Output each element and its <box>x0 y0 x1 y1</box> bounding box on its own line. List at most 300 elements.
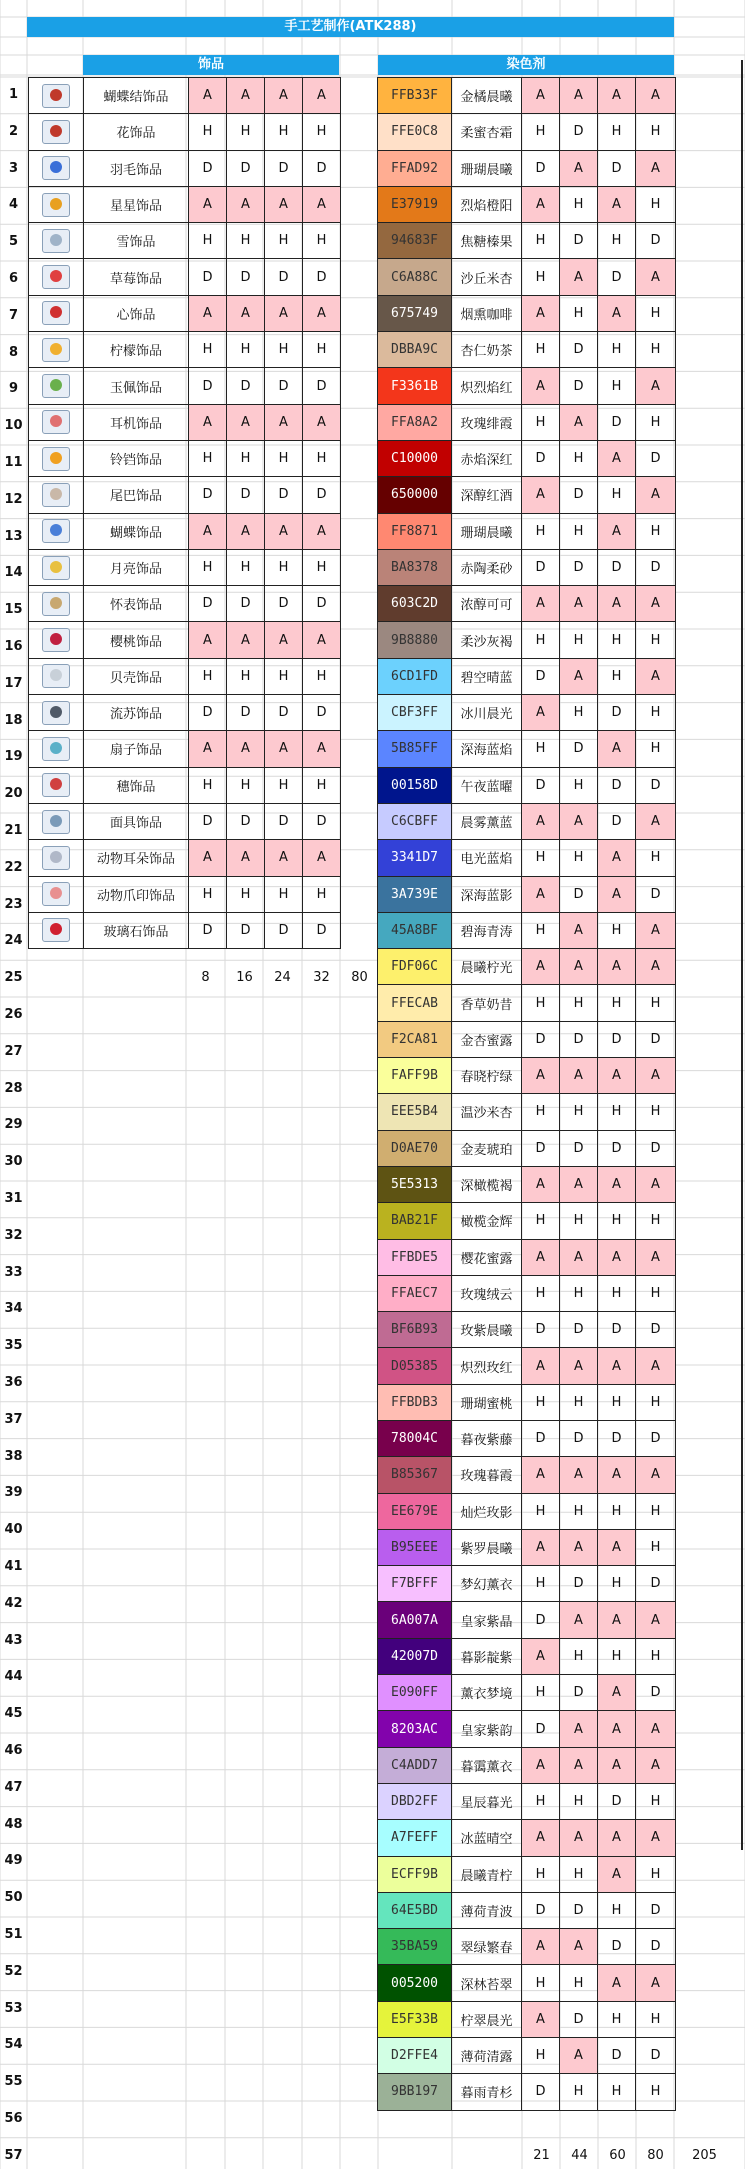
grade-cell[interactable]: A <box>636 1602 676 1638</box>
grade-cell[interactable]: A <box>598 186 636 222</box>
dye-name[interactable]: 电光蓝焰 <box>452 840 522 876</box>
grade-cell[interactable]: H <box>189 658 227 694</box>
grade-cell[interactable]: D <box>560 332 598 368</box>
accessory-icon-cell[interactable] <box>29 477 84 513</box>
dye-color-swatch[interactable]: FFBDE5 <box>378 1239 452 1275</box>
dye-name[interactable]: 薰衣梦境 <box>452 1675 522 1711</box>
grade-cell[interactable]: A <box>598 1348 636 1384</box>
grade-cell[interactable]: A <box>636 477 676 513</box>
grade-cell[interactable]: A <box>560 1929 598 1965</box>
grade-cell[interactable]: A <box>598 1820 636 1856</box>
grade-cell[interactable]: H <box>522 731 560 767</box>
accessory-icon-cell[interactable] <box>29 622 84 658</box>
grade-cell[interactable]: H <box>265 767 303 803</box>
accessory-icon-cell[interactable] <box>29 658 84 694</box>
dye-color-swatch[interactable]: FDF06C <box>378 949 452 985</box>
dye-color-swatch[interactable]: F3361B <box>378 368 452 404</box>
grade-cell[interactable]: A <box>636 803 676 839</box>
grade-cell[interactable]: H <box>560 513 598 549</box>
accessory-total[interactable]: 32 <box>313 970 330 986</box>
accessory-name[interactable]: 铃铛饰品 <box>84 440 189 476</box>
accessory-icon-cell[interactable] <box>29 78 84 114</box>
dye-color-swatch[interactable]: 603C2D <box>378 586 452 622</box>
grade-cell[interactable]: D <box>598 803 636 839</box>
grade-cell[interactable]: A <box>636 912 676 948</box>
accessory-icon-cell[interactable] <box>29 876 84 912</box>
grade-cell[interactable]: A <box>522 368 560 404</box>
row-number[interactable]: 8 <box>8 344 19 360</box>
grade-cell[interactable]: H <box>636 1203 676 1239</box>
row-number[interactable]: 22 <box>4 859 23 875</box>
row-number[interactable]: 2 <box>8 123 19 139</box>
grade-cell[interactable]: D <box>265 695 303 731</box>
accessory-name[interactable]: 玉佩饰品 <box>84 368 189 404</box>
grade-cell[interactable]: D <box>560 1420 598 1456</box>
dye-name[interactable]: 紫罗晨曦 <box>452 1529 522 1565</box>
grade-cell[interactable]: H <box>636 404 676 440</box>
grade-cell[interactable]: D <box>560 549 598 585</box>
accessory-icon-cell[interactable] <box>29 912 84 948</box>
dye-color-swatch[interactable]: D05385 <box>378 1348 452 1384</box>
grade-cell[interactable]: A <box>522 1929 560 1965</box>
row-number[interactable]: 28 <box>4 1080 23 1096</box>
dye-total[interactable]: 80 <box>647 2147 664 2163</box>
dye-name[interactable]: 深海蓝焰 <box>452 731 522 767</box>
grade-cell[interactable]: H <box>598 114 636 150</box>
grade-cell[interactable]: A <box>636 1747 676 1783</box>
dye-name[interactable]: 金橘晨曦 <box>452 78 522 114</box>
grade-cell[interactable]: A <box>522 78 560 114</box>
dye-name[interactable]: 冰蓝晴空 <box>452 1820 522 1856</box>
grade-cell[interactable]: A <box>189 731 227 767</box>
grade-cell[interactable]: A <box>522 1348 560 1384</box>
row-number[interactable]: 36 <box>4 1375 23 1390</box>
grade-cell[interactable]: A <box>227 622 265 658</box>
accessory-name[interactable]: 流苏饰品 <box>84 695 189 731</box>
dye-color-swatch[interactable]: BAB21F <box>378 1203 452 1239</box>
row-number[interactable]: 25 <box>4 970 23 986</box>
grade-cell[interactable]: A <box>560 2038 598 2074</box>
row-number[interactable]: 53 <box>4 2000 23 2016</box>
row-number[interactable]: 16 <box>4 639 23 654</box>
grade-cell[interactable]: A <box>636 949 676 985</box>
grade-cell[interactable]: H <box>189 767 227 803</box>
dye-name[interactable]: 柔沙灰褐 <box>452 622 522 658</box>
grade-cell[interactable]: D <box>560 1675 598 1711</box>
accessory-name[interactable]: 月亮饰品 <box>84 549 189 585</box>
grade-cell[interactable]: H <box>303 332 341 368</box>
grade-cell[interactable]: H <box>598 1493 636 1529</box>
row-number[interactable]: 13 <box>4 528 23 544</box>
grade-cell[interactable]: A <box>522 1239 560 1275</box>
accessory-name[interactable]: 面具饰品 <box>84 803 189 839</box>
grade-cell[interactable]: A <box>636 1820 676 1856</box>
grade-cell[interactable]: H <box>636 1094 676 1130</box>
dye-color-swatch[interactable]: B85367 <box>378 1457 452 1493</box>
grade-cell[interactable]: A <box>227 404 265 440</box>
grade-cell[interactable]: D <box>636 876 676 912</box>
grade-cell[interactable]: H <box>560 840 598 876</box>
grade-cell[interactable]: H <box>522 1783 560 1819</box>
dye-name[interactable]: 午夜蓝曜 <box>452 767 522 803</box>
grade-cell[interactable]: A <box>636 658 676 694</box>
dye-name[interactable]: 橄榄金辉 <box>452 1203 522 1239</box>
row-number[interactable]: 35 <box>4 1338 23 1354</box>
row-number[interactable]: 10 <box>4 418 23 434</box>
accessory-total[interactable]: 16 <box>236 970 253 986</box>
grade-cell[interactable]: A <box>560 259 598 295</box>
grade-cell[interactable]: D <box>522 1711 560 1747</box>
grade-cell[interactable]: H <box>265 440 303 476</box>
grade-cell[interactable]: D <box>598 695 636 731</box>
dye-color-swatch[interactable]: E5F33B <box>378 2001 452 2037</box>
accessory-icon-cell[interactable] <box>29 731 84 767</box>
grade-cell[interactable]: A <box>303 513 341 549</box>
accessory-icon-cell[interactable] <box>29 150 84 186</box>
dye-color-swatch[interactable]: 64E5BD <box>378 1892 452 1928</box>
dye-name[interactable]: 香草奶昔 <box>452 985 522 1021</box>
grade-cell[interactable]: H <box>522 840 560 876</box>
grade-cell[interactable]: H <box>522 985 560 1021</box>
grade-cell[interactable]: D <box>303 695 341 731</box>
dye-total[interactable]: 21 <box>533 2147 550 2163</box>
dye-name[interactable]: 晨曦青柠 <box>452 1856 522 1892</box>
grade-cell[interactable]: H <box>598 368 636 404</box>
accessory-icon-cell[interactable] <box>29 404 84 440</box>
accessory-name[interactable]: 穗饰品 <box>84 767 189 803</box>
grade-cell[interactable]: A <box>560 1457 598 1493</box>
grade-cell[interactable]: H <box>560 1638 598 1674</box>
grade-cell[interactable]: D <box>636 1675 676 1711</box>
grade-cell[interactable]: D <box>227 477 265 513</box>
grade-cell[interactable]: D <box>560 1130 598 1166</box>
dye-name[interactable]: 烈焰橙阳 <box>452 186 522 222</box>
grade-cell[interactable]: H <box>189 223 227 259</box>
grade-cell[interactable]: H <box>636 295 676 331</box>
row-number[interactable]: 19 <box>4 749 23 765</box>
grade-cell[interactable]: A <box>636 259 676 295</box>
grade-cell[interactable]: D <box>189 368 227 404</box>
grade-cell[interactable]: H <box>265 332 303 368</box>
dye-name[interactable]: 梦幻薰衣 <box>452 1566 522 1602</box>
grade-cell[interactable]: D <box>560 368 598 404</box>
grade-cell[interactable]: A <box>598 876 636 912</box>
grade-cell[interactable]: A <box>265 840 303 876</box>
dye-name[interactable]: 柔蜜杏霜 <box>452 114 522 150</box>
dye-color-swatch[interactable]: 5E5313 <box>378 1166 452 1202</box>
grade-cell[interactable]: H <box>598 1275 636 1311</box>
dye-color-swatch[interactable]: F7BFFF <box>378 1566 452 1602</box>
row-number[interactable]: 45 <box>4 1706 23 1722</box>
dye-name[interactable]: 浓醇可可 <box>452 586 522 622</box>
accessory-icon-cell[interactable] <box>29 259 84 295</box>
accessory-icon-cell[interactable] <box>29 114 84 150</box>
grade-cell[interactable]: A <box>560 658 598 694</box>
grade-cell[interactable]: A <box>522 1058 560 1094</box>
dye-color-swatch[interactable]: E090FF <box>378 1675 452 1711</box>
grade-cell[interactable]: A <box>227 295 265 331</box>
grade-cell[interactable]: D <box>636 440 676 476</box>
row-number[interactable]: 6 <box>8 271 19 286</box>
grade-cell[interactable]: H <box>636 985 676 1021</box>
dye-name[interactable]: 珊瑚晨曦 <box>452 513 522 549</box>
grade-cell[interactable]: A <box>227 731 265 767</box>
dye-color-swatch[interactable]: ECFF9B <box>378 1856 452 1892</box>
accessory-name[interactable]: 星星饰品 <box>84 186 189 222</box>
grade-cell[interactable]: D <box>598 1312 636 1348</box>
row-number[interactable]: 38 <box>4 1448 23 1464</box>
accessory-icon-cell[interactable] <box>29 586 84 622</box>
grade-cell[interactable]: D <box>303 803 341 839</box>
dye-name[interactable]: 冰川晨光 <box>452 695 522 731</box>
accessory-total[interactable]: 80 <box>351 970 368 986</box>
grade-cell[interactable]: D <box>636 2038 676 2074</box>
grade-cell[interactable]: H <box>303 114 341 150</box>
dye-name[interactable]: 薄荷青波 <box>452 1892 522 1928</box>
grade-cell[interactable]: A <box>227 78 265 114</box>
grade-cell[interactable]: H <box>522 114 560 150</box>
grade-cell[interactable]: A <box>522 186 560 222</box>
dye-name[interactable]: 星辰暮光 <box>452 1783 522 1819</box>
dye-name[interactable]: 烟熏咖啡 <box>452 295 522 331</box>
grade-cell[interactable]: H <box>522 1493 560 1529</box>
grade-cell[interactable]: D <box>560 2001 598 2037</box>
dye-color-swatch[interactable]: 78004C <box>378 1420 452 1456</box>
grade-cell[interactable]: D <box>522 1130 560 1166</box>
grade-cell[interactable]: H <box>265 223 303 259</box>
grade-cell[interactable]: H <box>189 114 227 150</box>
dye-name[interactable]: 金杏蜜露 <box>452 1021 522 1057</box>
grade-cell[interactable]: H <box>598 223 636 259</box>
grade-cell[interactable]: A <box>303 731 341 767</box>
grade-cell[interactable]: A <box>265 186 303 222</box>
dye-name[interactable]: 赤陶柔砂 <box>452 549 522 585</box>
grade-cell[interactable]: A <box>560 803 598 839</box>
grade-cell[interactable]: A <box>189 186 227 222</box>
grade-cell[interactable]: A <box>636 1348 676 1384</box>
row-number[interactable]: 57 <box>4 2147 23 2163</box>
row-number[interactable]: 54 <box>4 2037 23 2053</box>
grade-cell[interactable]: A <box>227 186 265 222</box>
grade-cell[interactable]: A <box>560 1602 598 1638</box>
dye-name[interactable]: 晨曦柠光 <box>452 949 522 985</box>
grade-cell[interactable]: D <box>560 1021 598 1057</box>
grade-cell[interactable]: H <box>303 549 341 585</box>
grade-cell[interactable]: H <box>560 767 598 803</box>
accessory-icon-cell[interactable] <box>29 840 84 876</box>
dye-name[interactable]: 炽烈焰红 <box>452 368 522 404</box>
dye-name[interactable]: 翠绿繁春 <box>452 1929 522 1965</box>
grade-cell[interactable]: H <box>560 1856 598 1892</box>
dye-color-swatch[interactable]: 8203AC <box>378 1711 452 1747</box>
dye-color-swatch[interactable]: C6A88C <box>378 259 452 295</box>
dye-name[interactable]: 暮影靛紫 <box>452 1638 522 1674</box>
grade-cell[interactable]: H <box>227 876 265 912</box>
grade-cell[interactable]: D <box>598 2038 636 2074</box>
grade-cell[interactable]: D <box>560 223 598 259</box>
grade-cell[interactable]: A <box>265 295 303 331</box>
grade-cell[interactable]: H <box>189 876 227 912</box>
accessory-total[interactable]: 24 <box>274 970 291 986</box>
grade-cell[interactable]: A <box>636 1457 676 1493</box>
grade-cell[interactable]: A <box>303 186 341 222</box>
dye-total[interactable]: 60 <box>609 2147 626 2163</box>
grade-cell[interactable]: D <box>522 1021 560 1057</box>
grade-cell[interactable]: H <box>598 2074 636 2110</box>
row-number[interactable]: 26 <box>4 1007 23 1022</box>
grade-cell[interactable]: A <box>522 1529 560 1565</box>
row-number[interactable]: 20 <box>4 786 23 802</box>
grade-cell[interactable]: A <box>598 1166 636 1202</box>
grade-cell[interactable]: H <box>303 767 341 803</box>
grade-cell[interactable]: D <box>598 150 636 186</box>
grade-cell[interactable]: A <box>560 1058 598 1094</box>
grade-cell[interactable]: A <box>560 1747 598 1783</box>
grade-cell[interactable]: H <box>598 1203 636 1239</box>
dye-total[interactable]: 44 <box>571 2147 588 2163</box>
grade-cell[interactable]: A <box>265 513 303 549</box>
grade-cell[interactable]: H <box>598 622 636 658</box>
grade-cell[interactable]: H <box>303 440 341 476</box>
grade-cell[interactable]: D <box>636 223 676 259</box>
grade-cell[interactable]: H <box>522 1384 560 1420</box>
grade-cell[interactable]: D <box>522 767 560 803</box>
dye-name[interactable]: 赤焰深红 <box>452 440 522 476</box>
grade-cell[interactable]: A <box>598 1239 636 1275</box>
grade-cell[interactable]: A <box>522 2001 560 2037</box>
grade-cell[interactable]: D <box>265 803 303 839</box>
accessory-name[interactable]: 贝壳饰品 <box>84 658 189 694</box>
grade-cell[interactable]: D <box>303 477 341 513</box>
grade-cell[interactable]: A <box>303 295 341 331</box>
accessory-name[interactable]: 草莓饰品 <box>84 259 189 295</box>
grade-cell[interactable]: H <box>560 186 598 222</box>
dye-color-swatch[interactable]: BF6B93 <box>378 1312 452 1348</box>
dye-color-swatch[interactable]: FF8871 <box>378 513 452 549</box>
grade-cell[interactable]: H <box>560 440 598 476</box>
dye-color-swatch[interactable]: 6CD1FD <box>378 658 452 694</box>
accessory-name[interactable]: 动物耳朵饰品 <box>84 840 189 876</box>
grade-cell[interactable]: A <box>598 440 636 476</box>
dye-color-swatch[interactable]: EE679E <box>378 1493 452 1529</box>
grade-cell[interactable]: H <box>522 2038 560 2074</box>
grade-cell[interactable]: D <box>265 586 303 622</box>
dye-color-swatch[interactable]: 9BB197 <box>378 2074 452 2110</box>
grade-cell[interactable]: H <box>522 622 560 658</box>
grade-cell[interactable]: D <box>522 549 560 585</box>
dye-name[interactable]: 金麦琥珀 <box>452 1130 522 1166</box>
grade-cell[interactable]: A <box>598 840 636 876</box>
dye-color-swatch[interactable]: FFAEC7 <box>378 1275 452 1311</box>
grade-cell[interactable]: A <box>560 1820 598 1856</box>
dye-color-swatch[interactable]: EEE5B4 <box>378 1094 452 1130</box>
dye-color-swatch[interactable]: B95EEE <box>378 1529 452 1565</box>
grade-cell[interactable]: A <box>598 1965 636 2001</box>
row-number[interactable]: 23 <box>4 896 23 912</box>
row-number[interactable]: 51 <box>4 1927 23 1942</box>
grade-cell[interactable]: A <box>560 1529 598 1565</box>
grade-cell[interactable]: H <box>598 332 636 368</box>
grade-cell[interactable]: H <box>522 1965 560 2001</box>
row-number[interactable]: 46 <box>4 1743 23 1758</box>
grade-cell[interactable]: H <box>636 1638 676 1674</box>
accessory-name[interactable]: 柠檬饰品 <box>84 332 189 368</box>
dye-name[interactable]: 暮夜紫藤 <box>452 1420 522 1456</box>
grade-cell[interactable]: H <box>636 186 676 222</box>
grade-cell[interactable]: H <box>636 1856 676 1892</box>
grade-cell[interactable]: H <box>560 1965 598 2001</box>
grade-cell[interactable]: D <box>227 150 265 186</box>
row-number[interactable]: 48 <box>4 1816 23 1832</box>
grade-cell[interactable]: H <box>560 2074 598 2110</box>
grade-cell[interactable]: A <box>598 1529 636 1565</box>
grade-cell[interactable]: H <box>522 404 560 440</box>
grade-cell[interactable]: D <box>303 259 341 295</box>
row-number[interactable]: 27 <box>4 1043 23 1059</box>
grade-cell[interactable]: H <box>560 622 598 658</box>
dye-name[interactable]: 樱花蜜露 <box>452 1239 522 1275</box>
row-number[interactable]: 5 <box>8 234 19 250</box>
grade-cell[interactable]: D <box>189 150 227 186</box>
dye-color-swatch[interactable]: FFE0C8 <box>378 114 452 150</box>
row-number[interactable]: 17 <box>4 675 23 691</box>
grade-cell[interactable]: D <box>636 1420 676 1456</box>
grade-cell[interactable]: H <box>227 440 265 476</box>
grade-cell[interactable]: D <box>598 259 636 295</box>
grade-cell[interactable]: H <box>636 1384 676 1420</box>
dye-name[interactable]: 珊瑚晨曦 <box>452 150 522 186</box>
grade-cell[interactable]: H <box>636 622 676 658</box>
grade-cell[interactable]: H <box>227 549 265 585</box>
accessory-icon-cell[interactable] <box>29 803 84 839</box>
grade-cell[interactable]: H <box>189 549 227 585</box>
dye-name[interactable]: 柠翠晨光 <box>452 2001 522 2037</box>
grade-cell[interactable]: A <box>560 586 598 622</box>
row-number[interactable]: 4 <box>8 197 19 213</box>
dye-color-swatch[interactable]: FFAD92 <box>378 150 452 186</box>
grade-cell[interactable]: H <box>265 114 303 150</box>
row-number[interactable]: 24 <box>4 933 23 949</box>
grade-cell[interactable]: H <box>598 2001 636 2037</box>
grade-cell[interactable]: A <box>227 513 265 549</box>
dye-name[interactable]: 玫瑰暮霞 <box>452 1457 522 1493</box>
accessory-name[interactable]: 羽毛饰品 <box>84 150 189 186</box>
grade-cell[interactable]: A <box>598 1711 636 1747</box>
dye-color-swatch[interactable]: FAFF9B <box>378 1058 452 1094</box>
grade-cell[interactable]: A <box>598 1058 636 1094</box>
grade-cell[interactable]: H <box>189 332 227 368</box>
dye-color-swatch[interactable]: DBD2FF <box>378 1783 452 1819</box>
grade-cell[interactable]: A <box>636 150 676 186</box>
accessory-icon-cell[interactable] <box>29 513 84 549</box>
grade-cell[interactable]: H <box>189 440 227 476</box>
grade-cell[interactable]: D <box>636 1312 676 1348</box>
grade-cell[interactable]: D <box>265 477 303 513</box>
grade-cell[interactable]: A <box>189 78 227 114</box>
grade-cell[interactable]: H <box>522 1675 560 1711</box>
dye-name[interactable]: 焦糖榛果 <box>452 223 522 259</box>
dye-color-swatch[interactable]: CBF3FF <box>378 695 452 731</box>
grade-cell[interactable]: A <box>522 477 560 513</box>
grade-cell[interactable]: H <box>560 695 598 731</box>
row-number[interactable]: 15 <box>4 602 23 618</box>
dye-name[interactable]: 沙丘米杏 <box>452 259 522 295</box>
grade-cell[interactable]: A <box>598 586 636 622</box>
grade-cell[interactable]: A <box>560 1239 598 1275</box>
grade-cell[interactable]: A <box>522 1638 560 1674</box>
row-number[interactable]: 52 <box>4 1963 23 1979</box>
dye-name[interactable]: 碧海青涛 <box>452 912 522 948</box>
